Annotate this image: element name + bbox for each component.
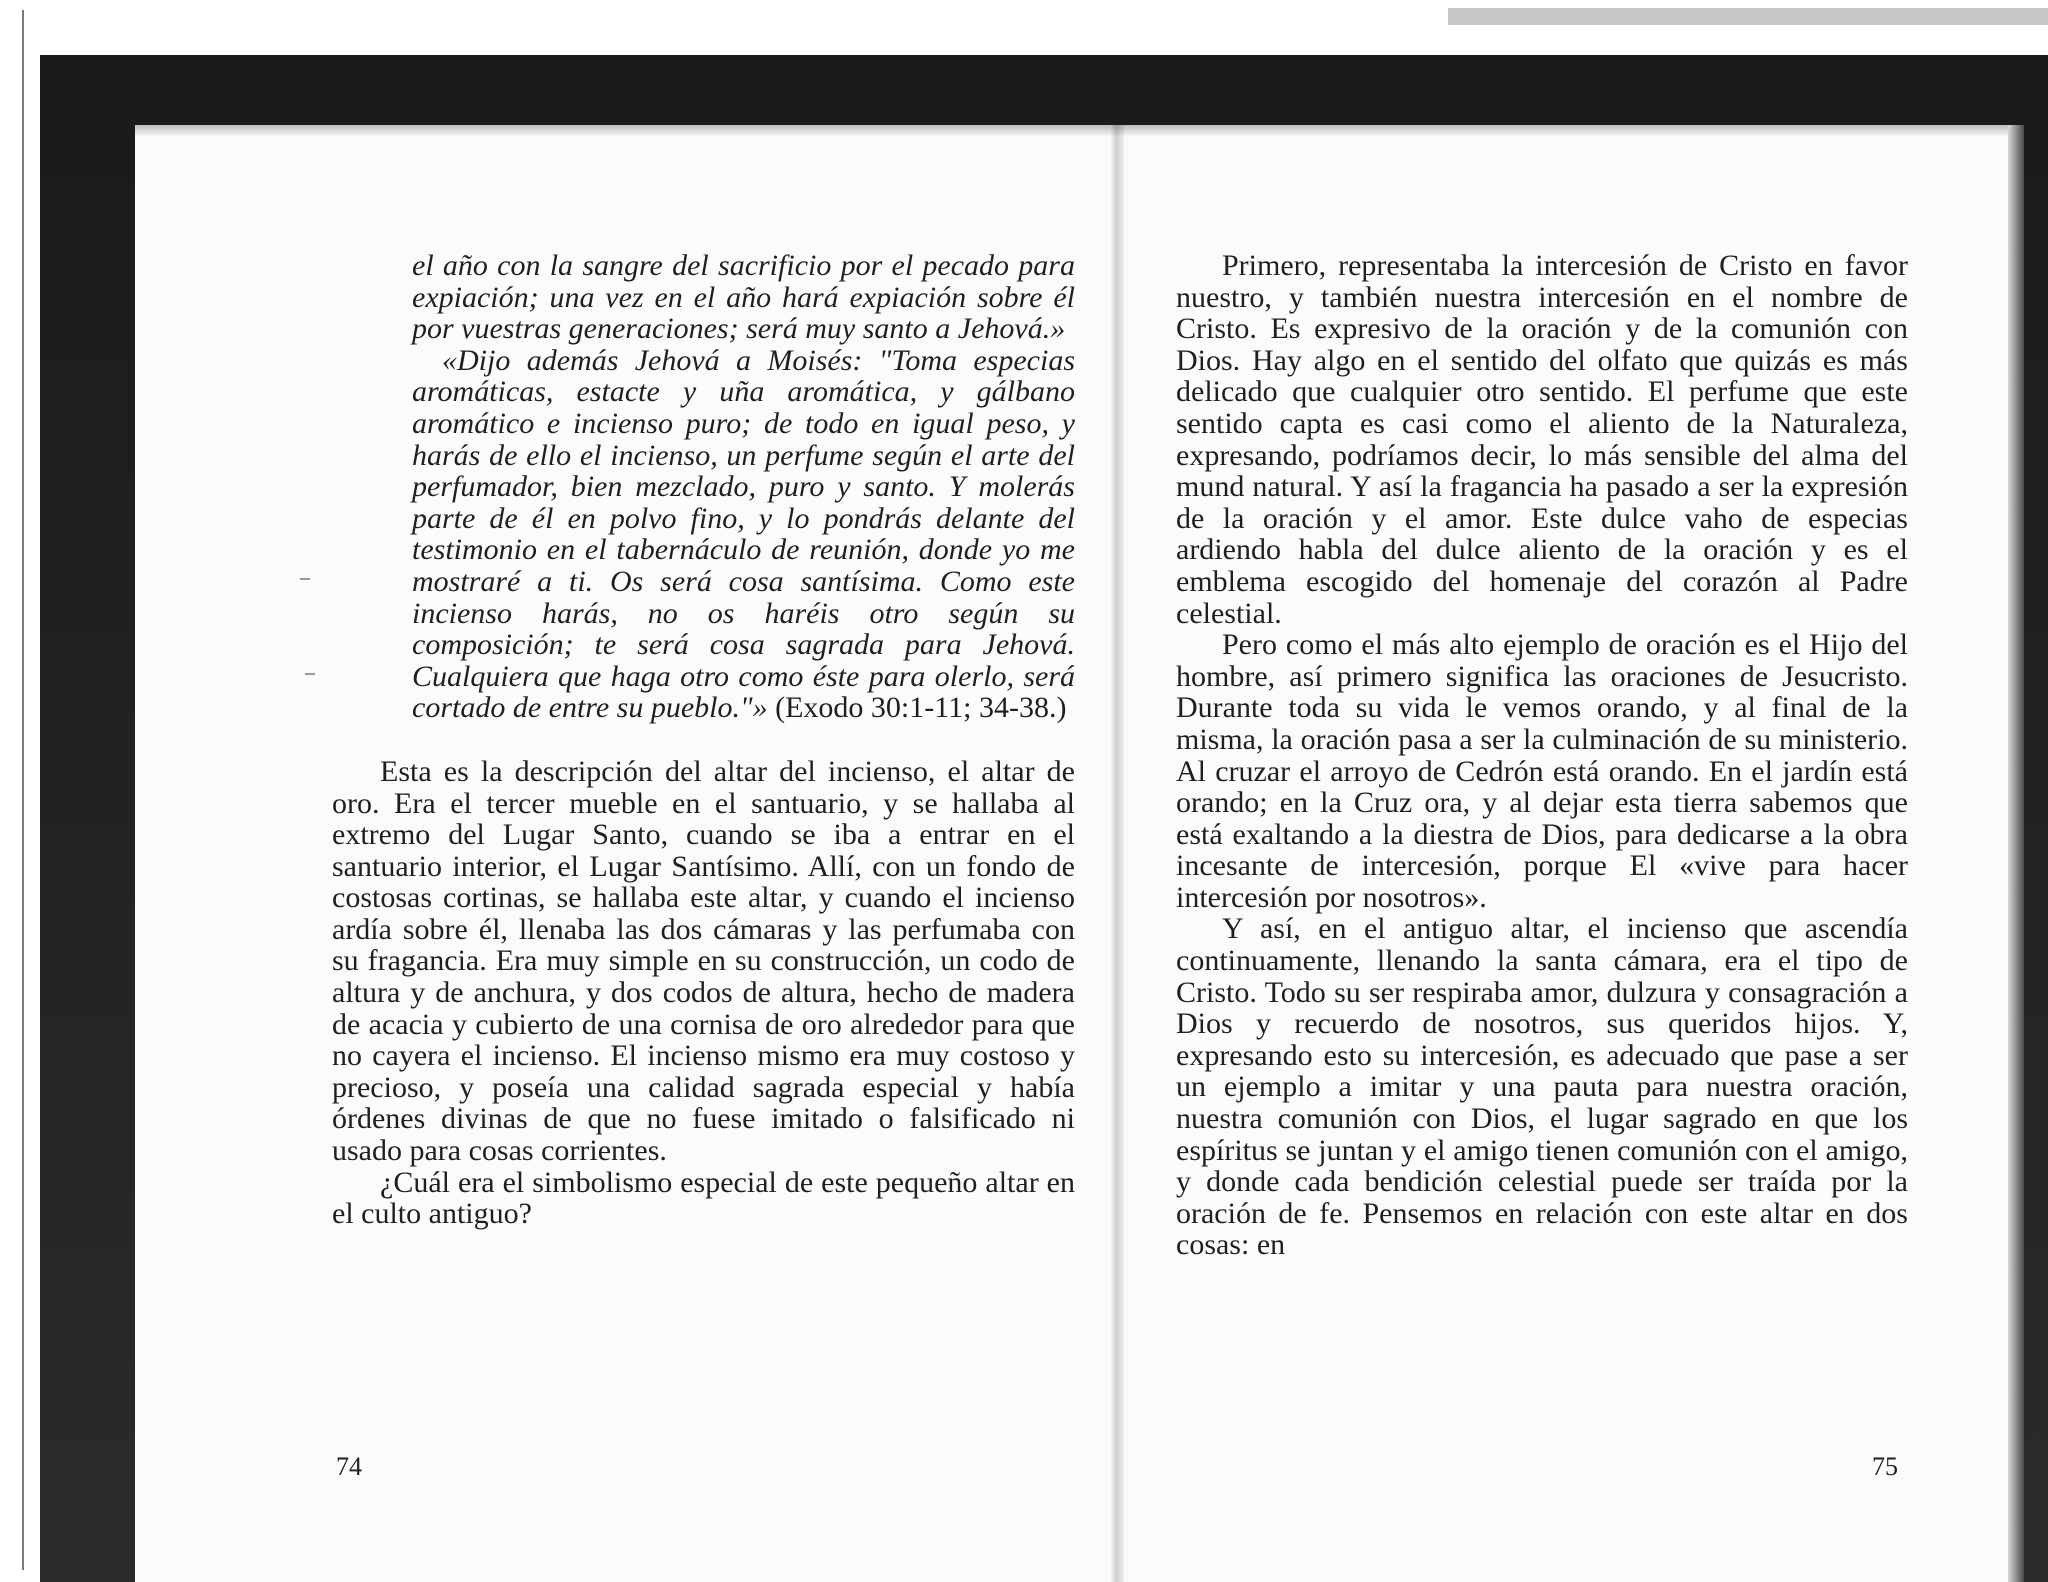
scripture-reference: (Exodo 30:1-11; 34-38.) bbox=[767, 691, 1067, 725]
margin-mark bbox=[300, 578, 310, 580]
quote-text: «Dijo además Jehová a Moisés: "Toma especias aromáticas, estacte y uña aromática, y gálbano aromático e incienso puro; de todo en igual peso, y harás de ello el incienso, un perfume según el arte del perfumador, bien mezclado, puro y santo. Y molerás parte de él en polvo fino, y lo pondrás delante del testimonio en el tabernáculo de reunión, donde yo me mostraré a ti. Os será cosa santísima. Como este incienso harás, no os haréis otro según su composición; te será cosa sagrada para Jehová. Cualquiera que haga otro como éste para olerlo, será cortado de entre su pueblo."» bbox=[412, 343, 1075, 725]
page-number-left: 74 bbox=[336, 1452, 362, 1481]
body-paragraph: Y así, en el antiguo altar, el incienso que ascendía continuamente, llenando la santa cámara, era el tipo de Cristo. Todo su ser respiraba amor, dulzura y consagración a Dios y recuerdo de nosotros, sus queridos hijos. Y, expresando esto su intercesión, es adecuado que pase a ser un ejemplo a imitar y una pauta para nuestra oración, nuestra comunión con Dios, el lugar sagrado en que los espíritus se juntan y el amigo tienen comunión con el amigo, y donde cada bendición celestial puede ser traída por la oración de fe. Pensemos en relación con este altar en dos cosas: en bbox=[1176, 912, 1908, 1262]
quote-paragraph bbox=[412, 345, 1075, 724]
right-page-text bbox=[1176, 250, 1908, 1261]
scan-margin-line bbox=[22, 10, 24, 1570]
scan-edge-bar bbox=[1448, 8, 2048, 25]
page-edge-shadow bbox=[2008, 125, 2024, 1582]
page-number-right: 75 bbox=[1872, 1452, 1898, 1481]
body-paragraph: ¿Cuál era el simbolismo especial de este pequeño altar en el culto antiguo? bbox=[332, 1165, 1075, 1231]
book-gutter bbox=[1110, 125, 1124, 1582]
body-paragraph: Pero como el más alto ejemplo de oración es el Hijo del hombre, así primero significa las oraciones de Jesucristo. Durante toda su vida le vemos orando, y al final de la misma, la oración pasa a ser la culminación de su ministerio. Al cruzar el arroyo de Cedrón está orando. En el jardín está orando; en la Cruz ora, y al dejar esta tierra sabemos que está exaltando a la diestra de Dios, para dedicarse a la obra incesante de intercesión, porque El «vive para hacer intercesión por nosotros». bbox=[1176, 628, 1908, 914]
body-paragraph: Esta es la descripción del altar del incienso, el altar de oro. Era el tercer mueble en el santuario, y se hallaba al extremo del Lugar Santo, cuando se iba a entrar en el santuario interior, el Lugar Santísimo. Allí, con un fondo de costosas cortinas, se hallaba este altar, y cuando el incienso ardía sobre él, llenaba las dos cámaras y las perfumaba con su fragancia. Era muy simple en su construcción, un codo de altura y de anchura, y dos codos de altura, hecho de madera de acacia y cubierto de una cornisa de oro alrededor para que no cayera el incienso. El incienso mismo era muy costoso y precioso, y poseía una calidad sagrada especial y había órdenes divinas de que no fuese imitado o falsificado ni usado para cosas corrientes. bbox=[332, 754, 1075, 1168]
left-page-text bbox=[332, 250, 1075, 1230]
body-paragraph: Primero, representaba la intercesión de Cristo en favor nuestro, y también nuestra intercesión en el nombre de Cristo. Es expresivo de la oración y de la comunión con Dios. Hay algo en el sentido del olfato que quizás es más delicado que cualquier otro sentido. El perfume que este sentido capta es casi como el aliento de la Naturaleza, expresando, podríamos decir, lo más sensible del alma del mund natural. Y así la fragancia ha pasado a ser la expresión de la oración y el amor. Este dulce vaho de especias ardiendo habla del dulce aliento de la oración y es el emblema escogido del homenaje del corazón al Padre celestial. bbox=[1176, 249, 1908, 630]
margin-mark bbox=[305, 673, 315, 675]
quote-paragraph: el año con la sangre del sacrificio por el pecado para expiación; una vez en el año hará expiación sobre él por vuestras generaciones; será muy santo a Jehová.» bbox=[412, 249, 1075, 346]
